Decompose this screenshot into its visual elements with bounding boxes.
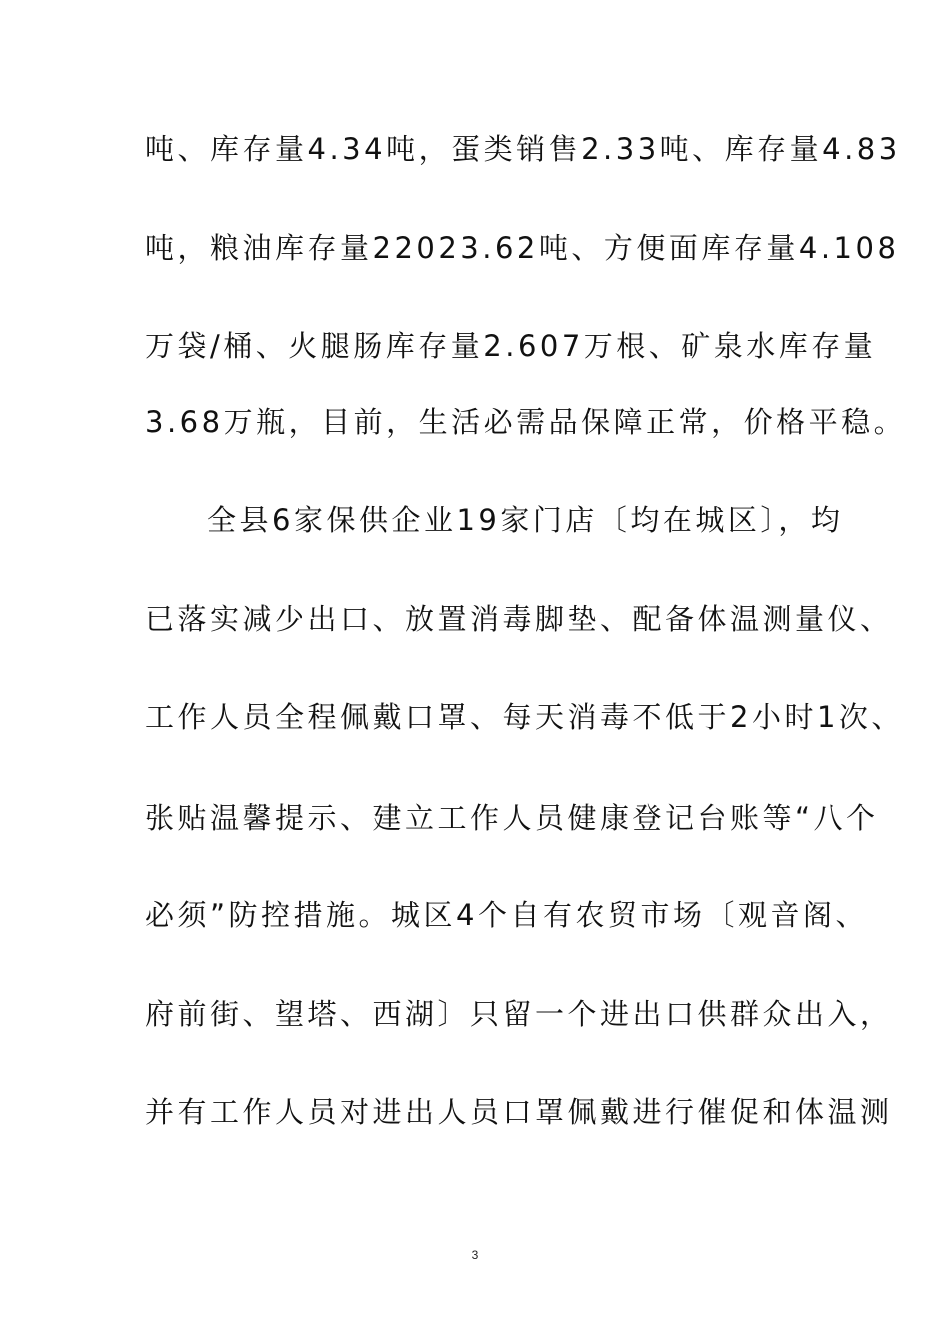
paragraph-line-3: 万袋/桶、火腿肠库存量2.607万根、矿泉水库存量: [145, 329, 877, 363]
paragraph-line-11: 并有工作人员对进出人员口罩佩戴进行催促和体温测: [145, 1095, 893, 1129]
paragraph-line-9: 必须”防控措施。城区4个自有农贸市场〔观音阁、: [145, 898, 868, 932]
paragraph-line-2: 吨，粮油库存量22023.62吨、方便面库存量4.108: [145, 231, 900, 265]
page-number: 3: [471, 1248, 479, 1262]
paragraph-line-4: 3.68万瓶，目前，生活必需品保障正常，价格平稳。: [145, 405, 907, 439]
paragraph-line-7: 工作人员全程佩戴口罩、每天消毒不低于2小时1次、: [145, 700, 904, 734]
paragraph-line-6: 已落实减少出口、放置消毒脚垫、配备体温测量仪、: [145, 602, 893, 636]
paragraph-line-1: 吨、库存量4.34吨，蛋类销售2.33吨、库存量4.83: [145, 132, 901, 166]
paragraph-line-5: 全县6家保供企业19家门店〔均在城区〕，均: [207, 503, 844, 537]
paragraph-line-10: 府前街、望塔、西湖〕只留一个进出口供群众出入，: [145, 997, 893, 1031]
paragraph-line-8: 张贴温馨提示、建立工作人员健康登记台账等“八个: [145, 801, 879, 835]
